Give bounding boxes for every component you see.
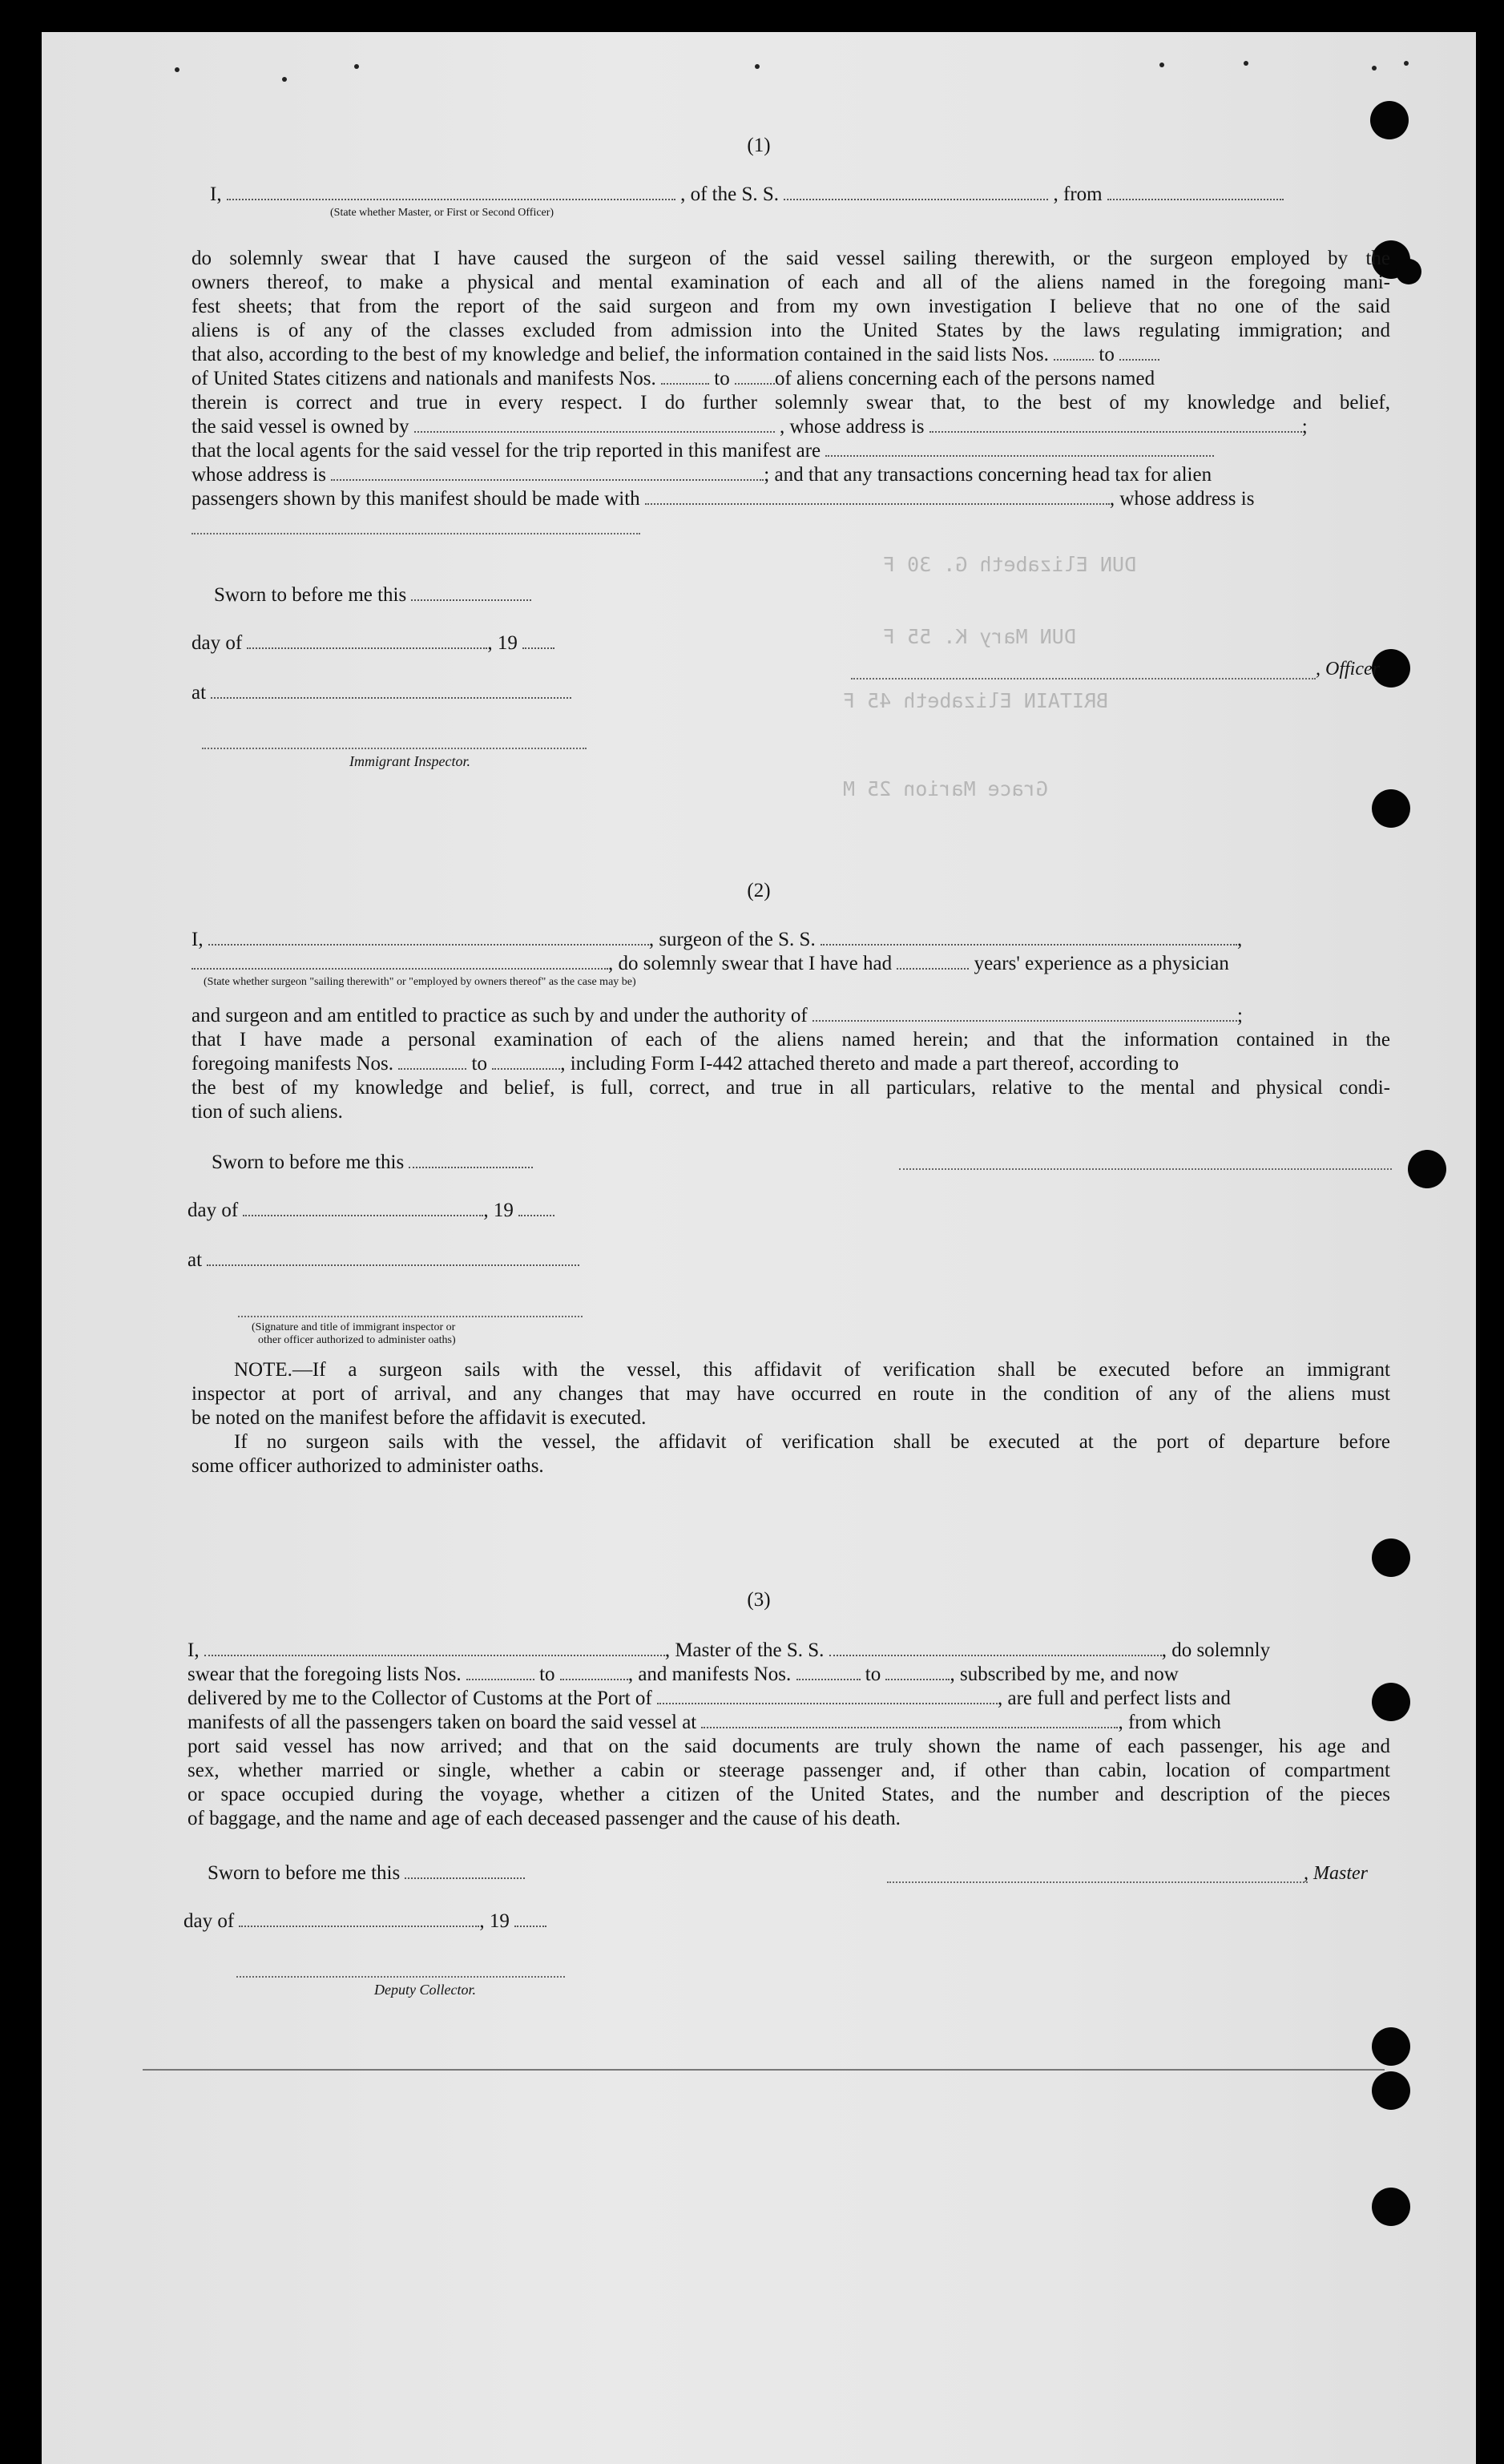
text-swear-lists: swear that the foregoing lists Nos. — [187, 1664, 462, 1685]
blank-surgeon-status[interactable] — [192, 954, 608, 970]
text-foregoing: foregoing manifests Nos. — [192, 1053, 394, 1075]
master-caption: , Master — [1304, 1863, 1368, 1884]
label-to: to — [471, 1053, 487, 1075]
text-full-lists: , are full and perfect lists and — [998, 1688, 1231, 1709]
text-delivered: delivered by me to the Collector of Customs at the Port of — [187, 1688, 652, 1709]
note2-line-1: If no surgeon sails with the vessel, the affidavit of verification shall be executed at the port of departure before — [234, 1431, 1390, 1453]
punct: ; — [1301, 416, 1308, 438]
master-line — [187, 1639, 1270, 1663]
note-line-2: inspector at port of arrival, and any changes that may have occurred en route in the condition of any of the aliens must — [192, 1383, 1390, 1405]
punct: ; — [1237, 1005, 1243, 1026]
text-sworn: Sworn to before me this — [208, 1862, 401, 1884]
binder-hole — [1372, 1538, 1410, 1577]
blank-year[interactable] — [514, 1911, 546, 1927]
speck — [175, 67, 179, 72]
swear-line — [192, 952, 1229, 976]
blank-local-agents[interactable] — [825, 441, 1214, 457]
blank-lists-from[interactable] — [466, 1664, 534, 1680]
bleed-through-text: Grace Marion 25 M — [843, 777, 1048, 800]
section2-line-6: tion of such aliens. — [192, 1101, 343, 1123]
text-at: at — [192, 682, 207, 704]
note2-line-2: some officer authorized to administer oaths. — [192, 1455, 544, 1477]
text-whose-address: whose address is — [192, 464, 327, 486]
sworn-3 — [208, 1861, 525, 1885]
blank-port[interactable] — [657, 1688, 998, 1704]
text-aliens-concerning: of aliens concerning each of the persons named — [774, 368, 1155, 389]
label-to: to — [714, 368, 730, 389]
section-3-number: (3) — [747, 1589, 771, 1611]
head-tax-line — [192, 463, 1212, 487]
text-years: years' experience as a physician — [974, 953, 1229, 974]
day-of-1 — [192, 631, 554, 655]
note-line-1 — [234, 1358, 1390, 1382]
lists-line — [187, 1663, 1179, 1687]
blank-year[interactable] — [518, 1200, 554, 1216]
officer-note: (State whether Master, or First or Second Officer) — [330, 207, 554, 219]
note-text: —If a surgeon sails with the vessel, this affidavit of verification shall be executed before an immigrant — [292, 1359, 1390, 1381]
bleed-through-text: DUN Mary K. 55 F — [883, 625, 1076, 648]
section3-line-6: sex, whether married or single, whether a cabin or steerage passenger and, if other than cabin, location of compartment — [187, 1760, 1390, 1781]
label-to: to — [865, 1664, 881, 1685]
note-label: NOTE. — [234, 1359, 292, 1381]
text-head-tax: ; and that any transactions concerning head tax for alien — [764, 464, 1212, 486]
blank-manifests-to[interactable] — [492, 1054, 560, 1070]
sworn-2 — [212, 1151, 533, 1175]
bleed-through-text: DUN Elizabeth G. 30 F — [883, 553, 1137, 576]
note-line-3: be noted on the manifest before the affidavit is executed. — [192, 1407, 647, 1429]
text-local-agents: that the local agents for the said vessel for the trip reported in this manifest are — [192, 440, 821, 462]
blank-vessel[interactable] — [829, 1640, 1162, 1656]
blank-manifests-from[interactable] — [661, 369, 709, 385]
speck — [1372, 66, 1377, 71]
blank-sworn-day[interactable] — [409, 1152, 533, 1168]
blank-manifests-to[interactable] — [885, 1664, 950, 1680]
passengers-line — [192, 487, 1254, 511]
text-passengers: passengers shown by this manifest should be made with — [192, 488, 640, 510]
text-year: , 19 — [479, 1910, 510, 1932]
section2-line-4 — [192, 1052, 1179, 1076]
inspector-caption: Immigrant Inspector. — [349, 753, 470, 769]
blank-sworn-day[interactable] — [405, 1863, 525, 1879]
binder-hole — [1372, 2027, 1410, 2066]
text-and-manifests: , and manifests Nos. — [627, 1664, 792, 1685]
blank-agent-address[interactable] — [331, 465, 764, 481]
blank-officer-title[interactable] — [227, 184, 675, 200]
text-day-of: day of — [187, 1200, 239, 1221]
blank-lists-from[interactable] — [1054, 345, 1094, 361]
address-continuation-line[interactable] — [192, 533, 640, 534]
owned-by-line — [192, 415, 1308, 439]
section2-line-3: that I have made a personal examination of each of the aliens named herein; and that the information contained in the — [192, 1029, 1390, 1051]
text-owned-by: the said vessel is owned by — [192, 416, 409, 438]
blank-month[interactable] — [247, 633, 487, 649]
surgeon-note: (State whether surgeon "sailing therewith" or "employed by owners thereof" as the case may be) — [204, 976, 636, 988]
label-to: to — [1099, 344, 1115, 365]
blank-place[interactable] — [207, 1250, 579, 1266]
speck — [1159, 63, 1164, 67]
blank-manifests-from[interactable] — [796, 1664, 861, 1680]
speck — [755, 64, 760, 69]
text-swear: , do solemnly swear that I have had — [608, 953, 893, 974]
section1-line-5 — [192, 343, 1159, 367]
speck — [282, 77, 287, 82]
blank-master-name[interactable] — [204, 1640, 665, 1656]
blank-owner-address[interactable] — [929, 417, 1302, 433]
section3-line-5: port said vessel has now arrived; and that on the said documents are truly shown the name of each passenger, his age and — [187, 1736, 1390, 1757]
text-lists: that also, according to the best of my knowledge and belief, the information contained in the said lists Nos. — [192, 344, 1049, 365]
inspector-signature-line[interactable] — [238, 1316, 583, 1317]
bottom-rule — [143, 2069, 1385, 2071]
signature-note-1: (Signature and title of immigrant inspector or — [252, 1321, 456, 1333]
day-of-2 — [187, 1199, 554, 1223]
delivered-line — [187, 1687, 1231, 1711]
section1-line-7: therein is correct and true in every respect. I do further solemnly swear that, to the best of my knowledge and belief, — [192, 392, 1390, 413]
authority-line — [192, 1004, 1243, 1028]
section-1-number: (1) — [747, 135, 771, 156]
speck — [1244, 61, 1248, 66]
blank-manifests-from[interactable] — [398, 1054, 466, 1070]
binder-hole — [1372, 2071, 1410, 2110]
text-subscribed: , subscribed by me, and now — [950, 1664, 1179, 1685]
text-day-of: day of — [183, 1910, 235, 1932]
blank-lists-to[interactable] — [560, 1664, 628, 1680]
blank-port-from[interactable] — [1107, 184, 1284, 200]
inspector-signature-line[interactable] — [202, 748, 587, 749]
speck — [354, 64, 359, 69]
blank-month[interactable] — [243, 1200, 483, 1216]
text-sworn: Sworn to before me this — [212, 1151, 405, 1173]
text-year: , 19 — [487, 632, 518, 654]
section1-line-3: fest sheets; that from the report of the said surgeon and from my own investigation I believe that no one of the said — [192, 296, 1390, 317]
at-2 — [187, 1248, 579, 1272]
blank-years[interactable] — [897, 954, 969, 970]
text-manifests-all: manifests of all the passengers taken on board the said vessel at — [187, 1712, 697, 1733]
manifest-verification-page — [42, 32, 1476, 2464]
binder-hole — [1370, 101, 1409, 139]
text-including: , including Form I-442 attached thereto and made a part thereof, according to — [560, 1053, 1179, 1075]
local-agents-line — [192, 439, 1214, 463]
text-do-solemnly: , do solemnly — [1161, 1639, 1271, 1661]
blank-vessel-name[interactable] — [784, 184, 1048, 200]
officer-caption: , Officer — [1316, 659, 1380, 680]
binder-hole — [1372, 789, 1410, 828]
text-from-which: , from which — [1118, 1712, 1221, 1733]
text-year: , 19 — [483, 1200, 514, 1221]
text-surgeon-of: , surgeon of the S. S. — [648, 929, 816, 950]
section3-line-7: or space occupied during the voyage, whether a citizen of the United States, and the number and description of the pieces — [187, 1784, 1390, 1805]
bleed-through-text: BRITAIN Elizabeth 45 F — [843, 689, 1109, 712]
blank-sworn-day[interactable] — [411, 585, 531, 601]
label-of-ss: , of the S. S. — [680, 183, 780, 205]
binder-hole — [1396, 259, 1421, 284]
section-2-number: (2) — [747, 880, 771, 901]
blank-embark-port[interactable] — [701, 1712, 1118, 1728]
blank-lists-to[interactable] — [1119, 345, 1159, 361]
section3-line-8: of baggage, and the name and age of each deceased passenger and the cause of his death. — [187, 1808, 901, 1829]
punct: , — [1236, 929, 1243, 950]
blank-head-tax-party[interactable] — [645, 489, 1110, 505]
collector-signature-line[interactable] — [236, 1976, 565, 1978]
speck — [1404, 61, 1409, 66]
signature-note-2: other officer authorized to administer oaths) — [258, 1334, 456, 1346]
section1-line-2: owners thereof, to make a physical and mental examination of each and all of the aliens named in the foregoing mani- — [192, 272, 1390, 293]
surgeon-signature-line[interactable] — [899, 1168, 1392, 1170]
blank-place[interactable] — [211, 683, 571, 699]
text-sworn: Sworn to before me this — [214, 584, 407, 606]
blank-authority[interactable] — [812, 1006, 1237, 1022]
section2-line-5: the best of my knowledge and belief, is full, correct, and true in all particulars, relative to the mental and physical condi- — [192, 1077, 1390, 1099]
binder-hole — [1372, 2188, 1410, 2226]
at-1 — [192, 681, 571, 705]
text-authority: and surgeon and am entitled to practice as such by and under the authority of — [192, 1005, 808, 1026]
officer-signature-line[interactable] — [851, 678, 1316, 680]
text-day-of: day of — [192, 632, 243, 654]
blank-year[interactable] — [522, 633, 554, 649]
day-of-3 — [183, 1909, 546, 1934]
master-signature-line[interactable] — [887, 1881, 1308, 1883]
label-from: , from — [1053, 183, 1103, 205]
blank-surgeon-name[interactable] — [208, 930, 649, 946]
binder-hole — [1408, 1150, 1446, 1188]
binder-hole — [1372, 1683, 1410, 1721]
text-whose-address: , whose address is — [1109, 488, 1255, 510]
sworn-1 — [214, 583, 531, 607]
manifests-all-line — [187, 1711, 1221, 1735]
label-i: I, — [210, 183, 222, 205]
section1-line-1: do solemnly swear that I have caused the surgeon of the said vessel sailing therewith, or the surgeon employed by the — [192, 248, 1390, 269]
section1-line-4: aliens is of any of the classes excluded from admission into the United States by the laws regulating immigration; and — [192, 320, 1390, 341]
blank-owner[interactable] — [414, 417, 775, 433]
text-manifests: of United States citizens and nationals and manifests Nos. — [192, 368, 656, 389]
surgeon-line — [192, 928, 1242, 952]
blank-month[interactable] — [239, 1911, 479, 1927]
section1-line-6 — [192, 367, 1155, 391]
blank-manifests-to[interactable] — [735, 369, 775, 385]
officer-line — [210, 183, 1284, 207]
label-to: to — [539, 1664, 555, 1685]
text-master-of: , Master of the S. S. — [664, 1639, 825, 1661]
label-i: I, — [192, 929, 204, 950]
label-i: I, — [187, 1639, 200, 1661]
blank-vessel[interactable] — [821, 930, 1237, 946]
deputy-collector-caption: Deputy Collector. — [374, 1982, 476, 1998]
text-at: at — [187, 1249, 203, 1271]
text-whose-address: , whose address is — [779, 416, 925, 438]
